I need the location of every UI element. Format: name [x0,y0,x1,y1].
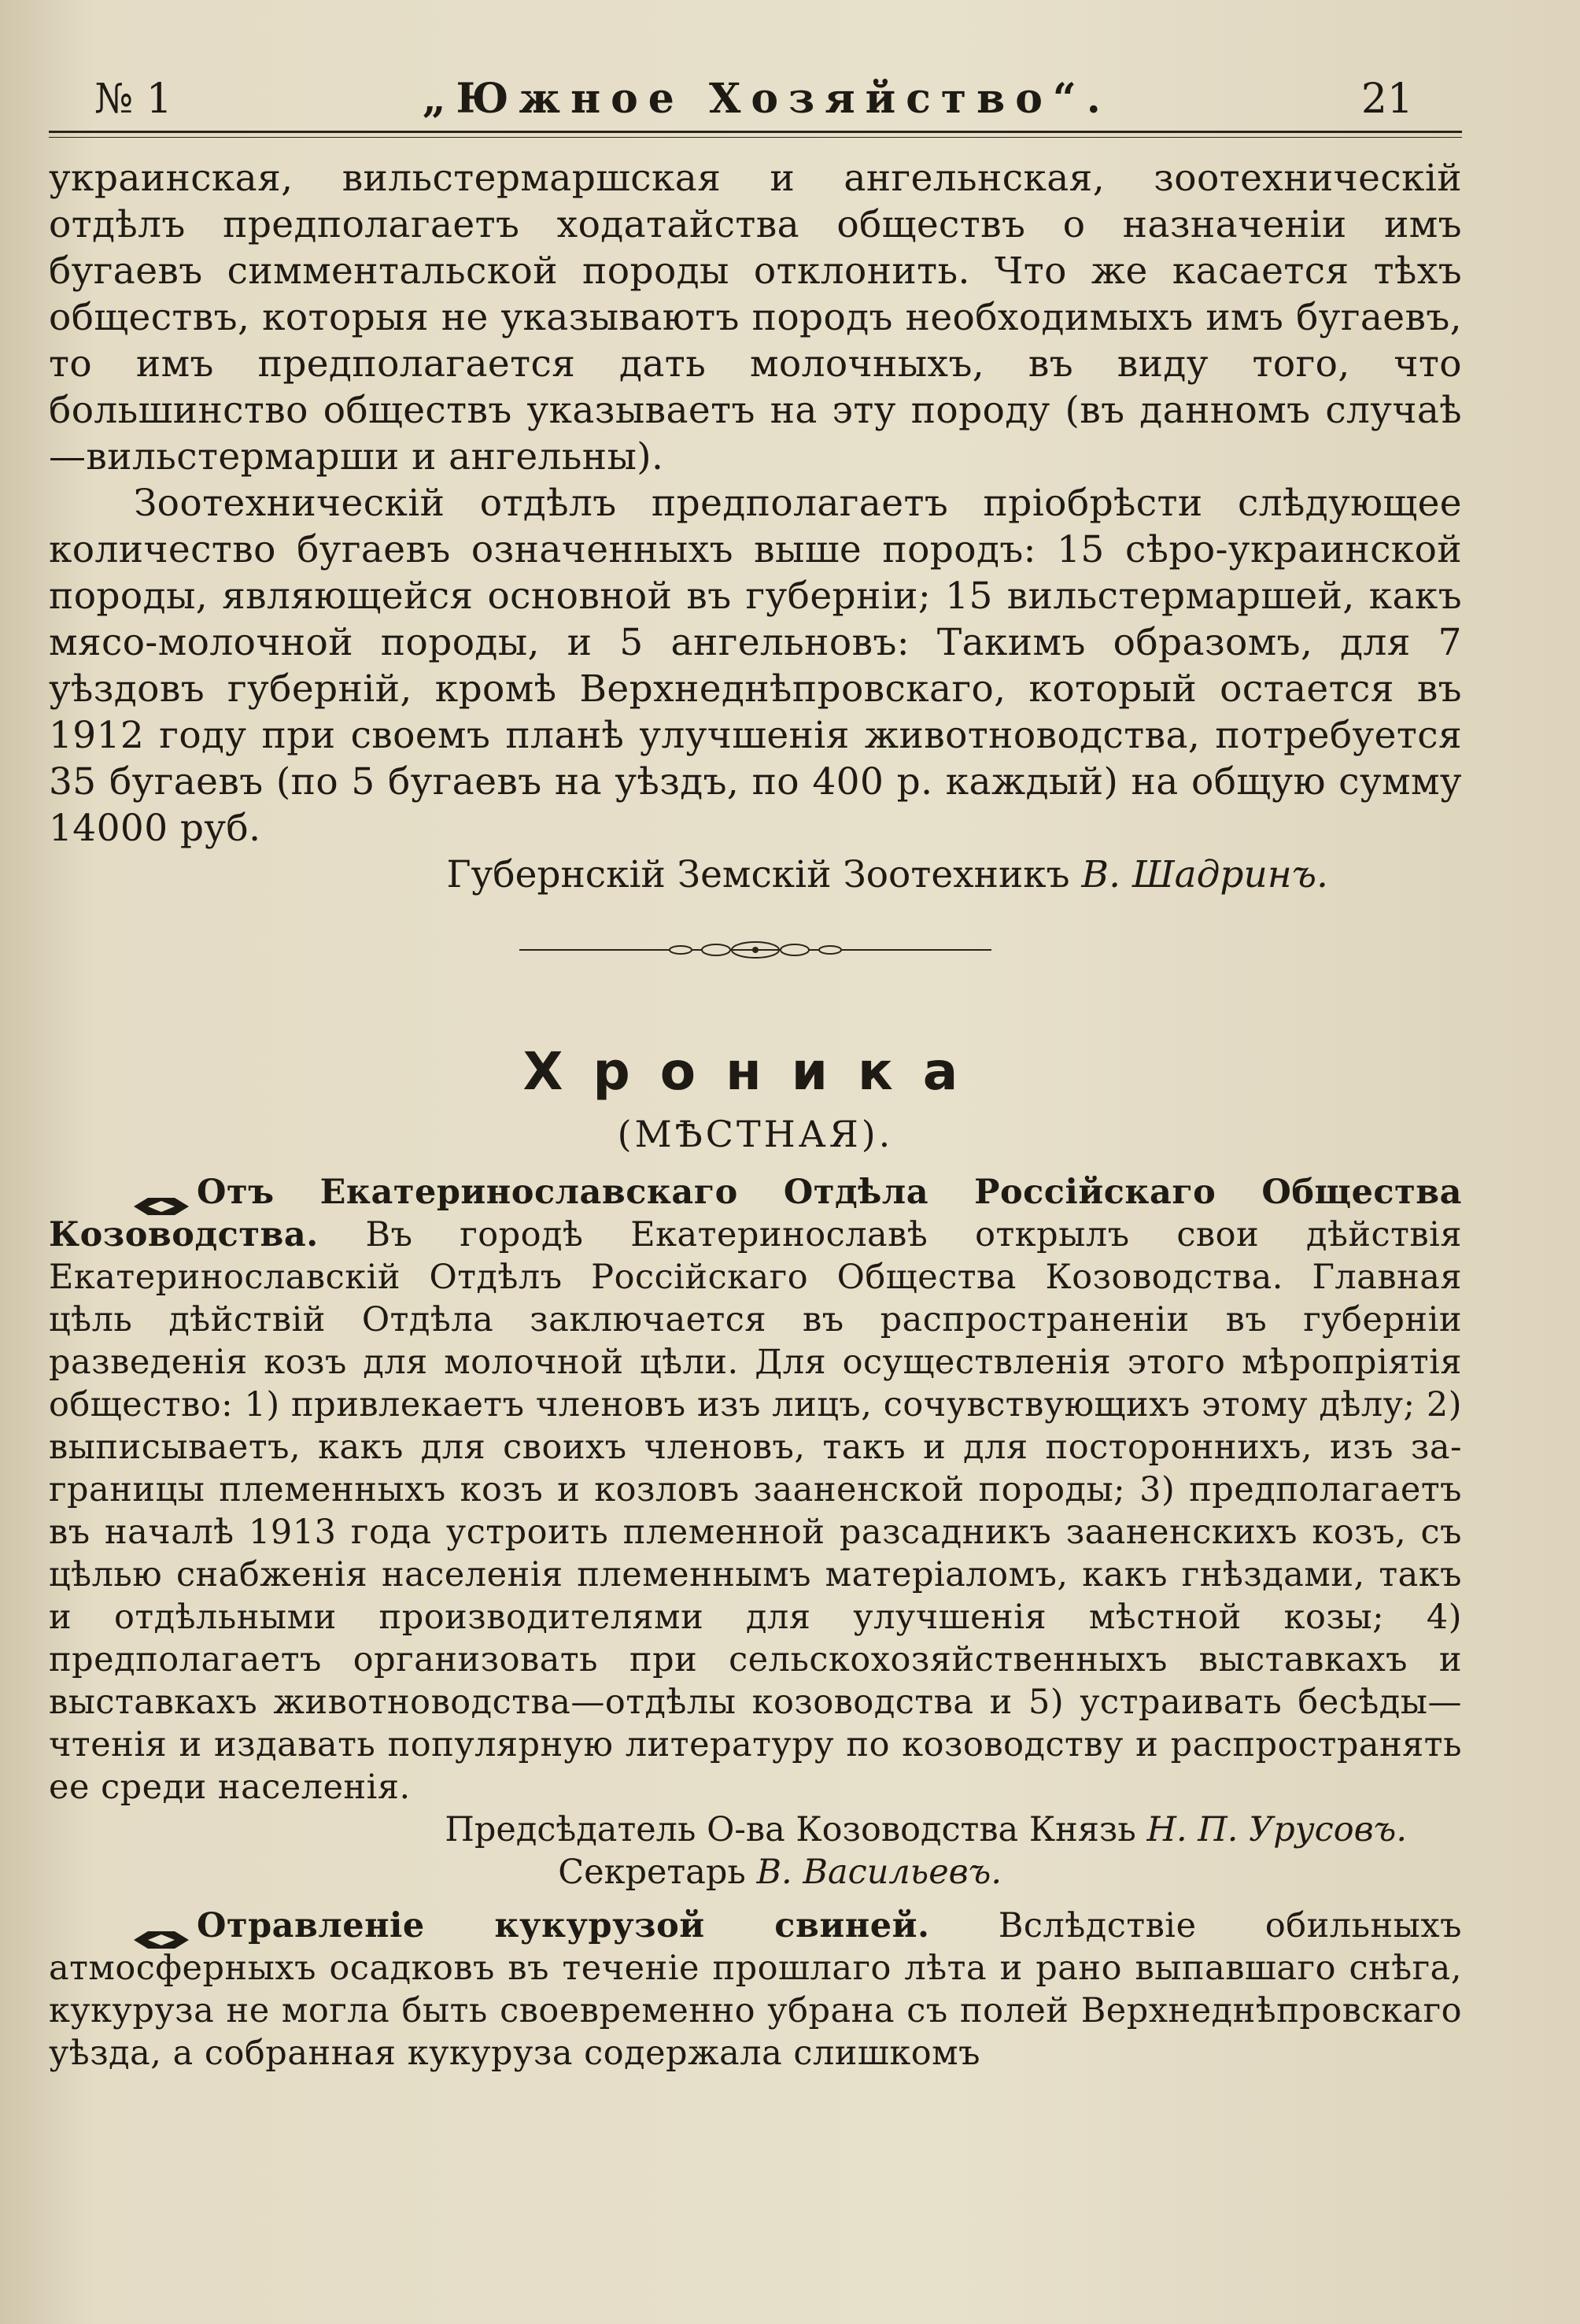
signature-name: Н. П. Урусовъ. [1146,1810,1407,1849]
news-signature [49,1809,1462,1851]
chronicle-subtitle: (МѢСТНАЯ). [617,1113,894,1155]
diamond-bullet-icon [134,1184,189,1205]
signature-title: Секретарь [558,1853,746,1892]
header-rule [49,131,1462,133]
issue-number: № 1 [94,76,172,123]
article-paragraph: украинская, вильстермаршская и ангельнская, зоотехническій отдѣлъ предполагаетъ ходатайства обществъ о назначеніи имъ бугаевъ симментальской породы отклонить. Что же касается тѣхъ обществъ, которыя не указываютъ породъ необходимыхъ имъ бугаевъ, то имъ предполагается дать молочныхъ, въ виду того, что большинство обществъ указываетъ на эту породу (въ данномъ случаѣ—вильстермарши и ангельны). [49,157,1462,478]
news-signature [49,1851,1462,1894]
header-rule-thin [49,137,1462,138]
running-header [49,63,1462,123]
article-body [49,155,1462,852]
news-headline: Отравленіе кукурузой свиней. [197,1906,930,1945]
article-paragraph: Зоотехническій отдѣлъ предполагаетъ пріобрѣсти слѣдующее количество бугаевъ означенныхъ выше породъ: 15 сѣро-украинской породы, являющейся основной въ губерніи; 15 вильстермаршей, какъ мясо-молочной породы, и 5 ангельновъ: Такимъ образомъ, для 7 уѣздовъ губерній, кромѣ Верхнеднѣпровскаго, который остается въ 1912 году при своемъ планѣ улучшенія животноводства, потребуется 35 бугаевъ (по 5 бугаевъ на уѣздъ, по 400 р. каждый) на общую сумму 14000 руб. [49,482,1462,850]
article-signature [49,852,1462,898]
news-headline: Отъ Екатеринославскаго Отдѣла Россійскаго Общества Козоводства. [49,1173,1462,1254]
ornamental-divider [519,939,991,961]
news-item [49,1905,1462,2075]
diamond-bullet-icon [134,1918,189,1938]
page-number: 21 [1360,76,1413,123]
news-item [49,1171,1462,1809]
signature-name: В. Васильевъ. [756,1853,1002,1892]
signature-title: Губернскій Земскій Зоотехникъ [446,853,1070,896]
journal-title: „Южное Хозяйство“. [422,75,1111,123]
news-text: Въ городѣ Екатеринославѣ открылъ свои дѣйствія Екатеринославскій Отдѣлъ Россійскаго Общества Козоводства. Главная цѣль дѣйствій Отдѣла заключается въ распространеніи въ губерніи разведенія козъ для молочной цѣли. Для осуществленія этого мѣропріятія общество: 1) привлекаетъ членовъ изъ лицъ, сочувствующихъ этому дѣлу; 2) выписываетъ, какъ для своихъ членовъ, такъ и для постороннихъ, изъ за-границы племенныхъ козъ и козловъ зааненской породы; 3) предполагаетъ въ началѣ 1913 года устроить племенной разсадникъ зааненскихъ козъ, съ цѣлью снабженія населенія племеннымъ матеріаломъ, какъ гнѣздами, такъ и отдѣльными производителями для улучшенія мѣстной козы; 4) предполагаетъ организовать при сельскохозяйственныхъ выставкахъ и выставкахъ животноводства—отдѣлы козоводства и 5) устраивать бесѣды—чтенія и издавать популярную литературу по козоводству и распространять ее среди населенія. [49,1215,1463,1807]
signature-title: Предсѣдатель О-ва Козоводства Князь [445,1810,1136,1849]
chronicle-title: Хроника [522,1041,988,1102]
news-text: Вслѣдствіе обильныхъ атмосферныхъ осадковъ въ теченіе прошлаго лѣта и рано выпавшаго снѣга, кукуруза не могла быть своевременно убрана съ полей Верхнеднѣпровскаго уѣзда, а собранная кукуруза содержала слишкомъ [49,1906,1463,2073]
signature-name: В. Шадринъ. [1081,853,1328,896]
